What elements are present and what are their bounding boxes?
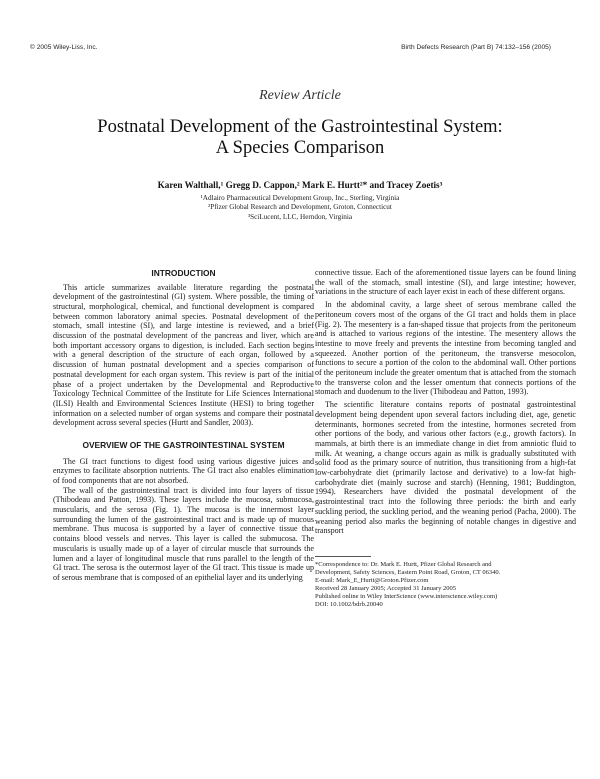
right-column [315,268,576,610]
article-type: Review Article [259,88,341,103]
footnote-email[interactable]: E-mail: Mark_E_Hurtt@Groton.Pfizer.com [315,577,429,585]
title-line-1: Postnatal Development of the Gastrointestinal System: [97,117,503,137]
correspondence-footnote [315,561,576,610]
overview-paragraph-2: The wall of the gastrointestinal tract is divided into four layers of tissue (Thibodeau and Patton, 1993). These layers include the mucosa, submucosa, muscularis, and the serosa (Fig. 1). The mucosa is the innermost layer surrounding the lumen of the gastrointestinal tract and is made up of mucous membrane. Thus mucosa is supported by a layer of connective tissue that contains blood vessels and nerves. This layer is called the submucosa. The muscularis is usually made up of a layer of circular muscle that surrounds the lumen and a layer of longitudinal muscle that runs parallel to the length of the GI tract. The serosa is the outermost layer of the GI tract. This tissue is made up of serous membrane that is composed of an epithelial layer and its underlying [53,485,314,582]
affiliation-1: ¹Adlairo Pharmaceutical Development Group, Inc., Sterling, Virginia [200,194,400,202]
affiliations [0,194,600,222]
introduction-paragraph: This article summarizes available literature regarding the postnatal development of the gastrointestinal (GI) system. Where possible, the timing of structural, morphological, chemical, and functional development is compared between common laboratory animal species. Postnatal development of the stomach, small intestine (SI), and large intestine is reviewed, and a brief discussion of the postnatal development of the pancreas and liver, which are both important accessory organs to digestion, is included. Each section begins with a general description of the structure of each organ, followed by a discussion of human postnatal development and a species comparison of postnatal development for each organ system. This review is part of the initial phase of a project undertaken by the Developmental and Reproductive Toxicology Technical Committee of the Institute for Life Sciences International (ILSI) Health and Environmental Sciences Institute (HESI) to bring together information on a selected number of organ systems and compare their postnatal development across several species (Hurtt and Sandler, 2003). [53,282,314,428]
title-line-2: A Species Comparison [215,138,385,158]
copyright-notice: © 2005 Wiley-Liss, Inc. [30,44,98,51]
literature-paragraph: The scientific literature contains reports of postnatal gastrointestinal development being dependent upon several factors including diet, age, genetic determinants, hormones secreted from the intestine, hormones secreted from other portions of the body, and various other factors (e.g., growth factors). In mammals, at birth there is an immediate change in diet from amniotic fluid to milk. At weaning, a change occurs again as milk is gradually substituted with solid food as the primary source of nutrition, thus transitioning from a high-fat low-carbohydrate diet (primarily lactose and derivative) to a low-fat high-carbohydrate diet (mainly sucrose and starch) (Henning, 1981; Buddington, 1994). Researchers have divided the postnatal development of the gastrointestinal tract into the following three periods: the birth and early suckling period, the suckling period, and the weaning period (Pacha, 2000). The weaning period also marks the beginning of notable changes in digestive and transport [315,400,576,536]
left-column [53,268,314,583]
footnote-divider [315,556,371,557]
footnote-line: Received 28 January 2005; Accepted 31 January 2005 [315,585,456,593]
article-title [0,117,600,159]
section-heading-introduction: INTRODUCTION [151,268,216,278]
peritoneum-paragraph: In the abdominal cavity, a large sheet of serous membrane called the peritoneum covers most of the organs of the GI tract and holds them in place (Fig. 2). The mesentery is a fan-shaped tissue that projects from the peritoneum and is attached to various regions of the intestine. The mesentery allows the intestine to move freely and prevents the intestine from becoming tangled and squeezed. Another portion of the peritoneum, the transverse mesocolon, functions to secure a portion of the colon to the abdominal wall. Other portions of the peritoneum include the greater omentum that is attached from the stomach to the transverse colon and the lesser omentum that connects portions of the stomach and duodenum to the liver (Thibodeau and Patton, 1993). [315,300,576,397]
footnote-line: Published online in Wiley InterScience (www.interscience.wiley.com) [315,593,498,601]
footnote-line: *Correspondence to: Dr. Mark E. Hurtt, Pfizer Global Research and [315,560,492,568]
author-list: Karen Walthall,¹ Gregg D. Cappon,² Mark E. Hurtt²* and Tracey Zoetis³ [157,180,443,190]
footnote-doi: DOI: 10.1002/bdrb.20040 [315,601,383,609]
section-heading-overview: OVERVIEW OF THE GASTROINTESTINAL SYSTEM [82,440,285,451]
continued-paragraph: connective tissue. Each of the aforementioned tissue layers can be found lining the wall of the stomach, small intestine (SI), and large intestine; however, variations in the structure of each layer exist in each of these different organs. [315,268,576,297]
journal-citation: Birth Defects Research (Part B) 74:132–156 (2005) [401,44,551,51]
affiliation-3: ³SciLucent, LLC, Herndon, Virginia [247,212,353,221]
footnote-line: Development, Safety Sciences, Eastern Point Road, Groton, CT 06340. [315,569,501,577]
affiliation-2: ²Pfizer Global Research and Development, Groton, Connecticut [208,203,392,212]
overview-paragraph-1: The GI tract functions to digest food using various digestive juices and enzymes to facilitate absorption nutrients. The GI tract also enables elimination of food components that are not absorbed. [53,456,314,485]
